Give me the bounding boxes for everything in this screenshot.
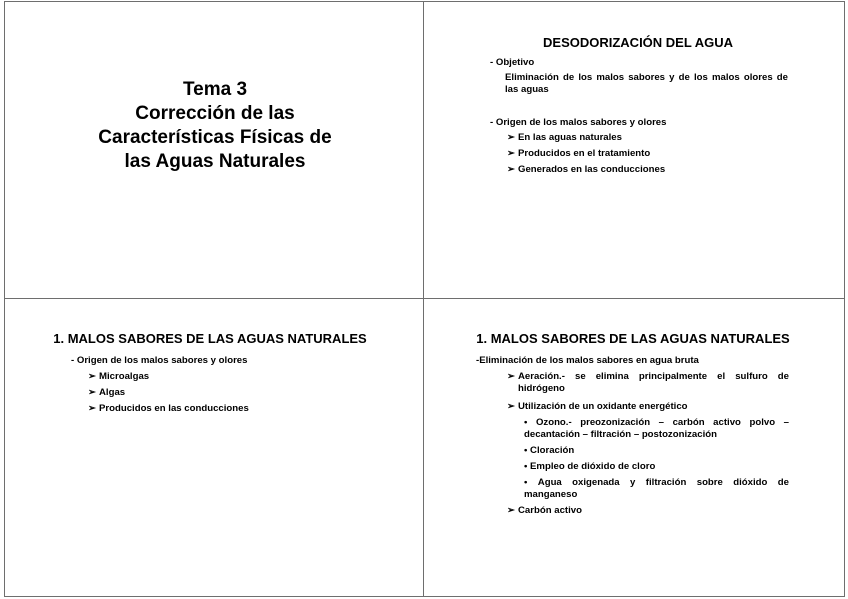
origin-label: - Origen de los malos sabores y olores bbox=[71, 355, 248, 366]
bullet-icon: • bbox=[524, 477, 528, 488]
sub-item-label: Cloración bbox=[530, 445, 575, 456]
slide-malos-sabores-origen bbox=[4, 298, 426, 597]
list-item-label: Algas bbox=[99, 387, 126, 398]
list-item-label: Producidos en el tratamiento bbox=[518, 148, 651, 159]
objective-label: - Objetivo bbox=[490, 57, 535, 68]
slide-heading: DESODORIZACIÓN DEL AGUA bbox=[543, 35, 733, 50]
list-item bbox=[88, 387, 125, 399]
list-item bbox=[507, 132, 622, 144]
slide-heading: 1. MALOS SABORES DE LAS AGUAS NATURALES bbox=[476, 331, 790, 346]
title-line: Corrección de las bbox=[135, 103, 295, 124]
bullet-icon: • bbox=[524, 445, 528, 456]
list-item-aeracion bbox=[507, 371, 789, 395]
sub-item-cloracion bbox=[524, 445, 574, 457]
list-item-label: Generados en las conducciones bbox=[518, 164, 666, 175]
title-line: Tema 3 bbox=[182, 79, 248, 100]
list-item-label: Utilización de un oxidante energético bbox=[518, 401, 688, 412]
sub-item-label: Agua oxigenada y filtración sobre dióxido de manganeso bbox=[524, 477, 789, 500]
sub-item-dioxido-cloro bbox=[524, 461, 655, 473]
bullet-icon: • bbox=[524, 461, 528, 472]
origin-label: - Origen de los malos sabores y olores bbox=[490, 117, 667, 128]
list-item bbox=[88, 371, 149, 383]
list-item bbox=[507, 164, 665, 176]
list-item bbox=[507, 148, 650, 160]
arrow-icon: ➢ bbox=[507, 164, 516, 175]
list-item bbox=[88, 403, 249, 415]
list-item-label: Aeración.- se elimina principalmente el sulfuro de hidrógeno bbox=[518, 371, 789, 394]
elimination-label: -Eliminación de los malos sabores en agua bruta bbox=[476, 355, 699, 366]
objective-text: Eliminación de los malos sabores y de los malos olores de las aguas bbox=[505, 72, 788, 95]
title-line: las Aguas Naturales bbox=[124, 151, 306, 172]
list-item-label: Carbón activo bbox=[518, 505, 582, 516]
list-item-label: Microalgas bbox=[99, 371, 150, 382]
arrow-icon: ➢ bbox=[507, 371, 516, 382]
list-item-label: En las aguas naturales bbox=[518, 132, 622, 143]
arrow-icon: ➢ bbox=[507, 401, 516, 412]
bullet-icon: • bbox=[524, 417, 528, 428]
arrow-icon: ➢ bbox=[507, 505, 516, 516]
arrow-icon: ➢ bbox=[88, 403, 97, 414]
sub-item-label: Empleo de dióxido de cloro bbox=[530, 461, 656, 472]
slide-heading: 1. MALOS SABORES DE LAS AGUAS NATURALES bbox=[53, 331, 367, 346]
list-item-carbon bbox=[507, 505, 582, 517]
slide-malos-sabores-eliminacion bbox=[423, 298, 845, 597]
list-item-label: Producidos en las conducciones bbox=[99, 403, 249, 414]
arrow-icon: ➢ bbox=[507, 132, 516, 143]
arrow-icon: ➢ bbox=[88, 371, 97, 382]
slide-main-title bbox=[5, 78, 425, 174]
slide-desodorizacion bbox=[423, 1, 845, 300]
arrow-icon: ➢ bbox=[88, 387, 97, 398]
slide-title bbox=[4, 1, 426, 300]
sub-item-ozono bbox=[524, 417, 789, 441]
sub-item-agua-oxigenada bbox=[524, 477, 789, 501]
list-item-oxidante bbox=[507, 401, 688, 413]
title-line: Características Físicas de bbox=[98, 127, 332, 148]
sub-item-label: Ozono.- preozonización – carbón activo polvo – decantación – filtración – postozonización bbox=[524, 417, 789, 440]
arrow-icon: ➢ bbox=[507, 148, 516, 159]
